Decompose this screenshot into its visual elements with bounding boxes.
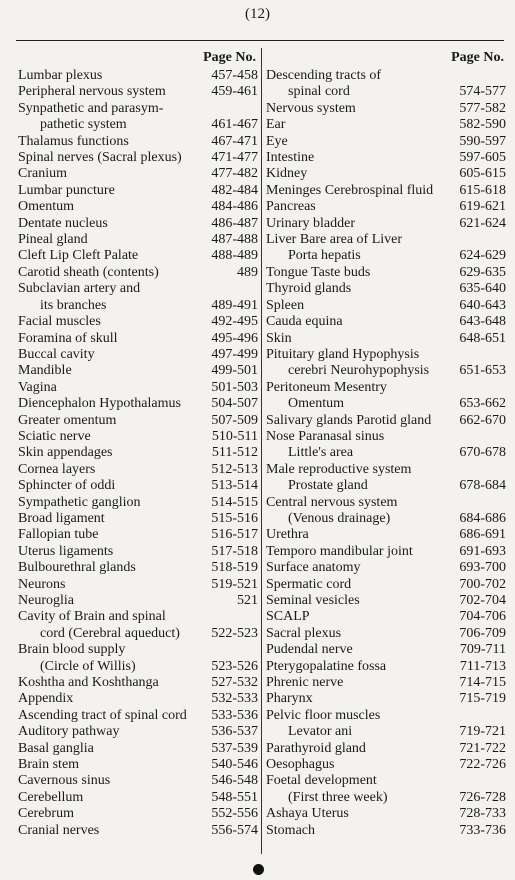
entry-topic: Appendix bbox=[18, 691, 74, 707]
index-entry bbox=[266, 741, 506, 757]
index-entry bbox=[266, 216, 506, 232]
index-entry bbox=[18, 806, 258, 822]
index-entry bbox=[266, 544, 506, 560]
entry-page-range: 709-711 bbox=[459, 642, 506, 658]
entry-page-range: 477-482 bbox=[211, 166, 258, 182]
index-entry bbox=[18, 150, 258, 166]
entry-topic: Basal ganglia bbox=[18, 740, 94, 756]
entry-topic: Facial muscles bbox=[18, 314, 101, 330]
index-entry bbox=[266, 413, 506, 429]
index-entry bbox=[18, 380, 258, 396]
index-entry bbox=[18, 134, 258, 150]
entry-page-range: 704-706 bbox=[459, 609, 506, 625]
index-entry bbox=[266, 68, 506, 84]
index-entry bbox=[266, 84, 506, 100]
index-entry bbox=[18, 331, 258, 347]
entry-topic: Prostate gland bbox=[288, 478, 368, 494]
index-entry bbox=[18, 544, 258, 560]
index-entry bbox=[266, 691, 506, 707]
entry-topic: Pharynx bbox=[266, 691, 313, 707]
index-entry bbox=[18, 298, 258, 314]
index-entry bbox=[18, 84, 258, 100]
entry-page-range: 615-618 bbox=[459, 182, 506, 198]
index-entry bbox=[266, 773, 506, 789]
index-entry bbox=[266, 593, 506, 609]
index-entry bbox=[18, 593, 258, 609]
entry-page-range: 640-643 bbox=[459, 297, 506, 313]
entry-topic: Pancreas bbox=[266, 199, 316, 215]
index-entry bbox=[18, 691, 258, 707]
entry-topic: Koshtha and Koshthanga bbox=[18, 675, 159, 691]
entry-page-range: 691-693 bbox=[459, 543, 506, 559]
entry-topic: Omentum bbox=[288, 396, 344, 412]
index-entry bbox=[18, 413, 258, 429]
entry-topic: Subclavian artery and bbox=[18, 281, 141, 297]
entry-topic: Buccal cavity bbox=[18, 346, 95, 362]
entry-topic: Skin appendages bbox=[18, 445, 113, 461]
entry-page-range: 605-615 bbox=[459, 166, 506, 182]
entry-page-range: 471-477 bbox=[211, 150, 258, 166]
entry-page-range: 522-523 bbox=[211, 625, 258, 641]
entry-topic: Nose Paranasal sinus bbox=[266, 428, 385, 444]
entry-topic: Brain stem bbox=[18, 757, 80, 773]
entry-page-range: 459-461 bbox=[211, 84, 258, 100]
index-entries bbox=[18, 68, 258, 839]
entry-topic: Urinary bladder bbox=[266, 215, 356, 231]
entry-page-range: 482-484 bbox=[211, 182, 258, 198]
entry-topic: Parathyroid gland bbox=[266, 740, 366, 756]
index-entry bbox=[18, 495, 258, 511]
entry-page-range: 519-521 bbox=[211, 576, 258, 592]
entry-page-range: 513-514 bbox=[211, 478, 258, 494]
index-entry bbox=[18, 577, 258, 593]
entry-topic: Kidney bbox=[266, 166, 308, 182]
entry-page-range: 733-736 bbox=[459, 822, 506, 838]
entry-topic: Cranium bbox=[18, 166, 67, 182]
entry-topic: Cavity of Brain and spinal bbox=[18, 609, 166, 625]
index-entry bbox=[266, 511, 506, 527]
index-entry bbox=[18, 68, 258, 84]
entry-page-range: 457-458 bbox=[211, 68, 258, 83]
entry-topic: Foramina of skull bbox=[18, 330, 118, 346]
entry-topic: Auditory pathway bbox=[18, 724, 120, 740]
header-rule bbox=[16, 40, 504, 41]
entry-topic: Peripheral nervous system bbox=[18, 84, 166, 100]
entry-page-range: 510-511 bbox=[211, 428, 258, 444]
index-entries bbox=[266, 68, 506, 839]
entry-page-range: 651-653 bbox=[459, 363, 506, 379]
entry-topic: Urethra bbox=[266, 527, 309, 543]
index-entry bbox=[18, 724, 258, 740]
index-entry bbox=[266, 183, 506, 199]
entry-topic: Thyroid glands bbox=[266, 281, 352, 297]
entry-topic: cord (Cerebral aqueduct) bbox=[40, 625, 180, 641]
entry-topic: Diencephalon Hypothalamus bbox=[18, 396, 181, 412]
entry-topic: Cavernous sinus bbox=[18, 773, 111, 789]
index-entry bbox=[18, 314, 258, 330]
index-entry bbox=[18, 741, 258, 757]
entry-page-range: 711-713 bbox=[459, 658, 506, 674]
index-entry bbox=[266, 527, 506, 543]
entry-topic: Greater omentum bbox=[18, 412, 117, 428]
index-entry bbox=[266, 429, 506, 445]
index-entry bbox=[266, 445, 506, 461]
entry-topic: Intestine bbox=[266, 150, 315, 166]
index-entry bbox=[266, 708, 506, 724]
index-entry bbox=[266, 577, 506, 593]
entry-topic: Ear bbox=[266, 117, 286, 133]
entry-topic: Pudendal nerve bbox=[266, 642, 353, 658]
entry-topic: Cauda equina bbox=[266, 314, 343, 330]
entry-topic: Oesophagus bbox=[266, 757, 335, 773]
entry-page-range: 546-548 bbox=[211, 773, 258, 789]
index-entry bbox=[266, 626, 506, 642]
page-number: (12) bbox=[245, 6, 270, 22]
index-entry bbox=[266, 331, 506, 347]
entry-topic: Pterygopalatine fossa bbox=[266, 658, 387, 674]
index-entry bbox=[18, 560, 258, 576]
entry-topic: Male reproductive system bbox=[266, 461, 412, 477]
index-entry bbox=[266, 675, 506, 691]
entry-page-range: 728-733 bbox=[459, 806, 506, 822]
entry-topic: (First three week) bbox=[288, 789, 388, 805]
entry-page-range: 619-621 bbox=[459, 199, 506, 215]
entry-topic: Sphincter of oddi bbox=[18, 478, 116, 494]
entry-page-range: 635-640 bbox=[459, 281, 506, 297]
entry-page-range: 693-700 bbox=[459, 560, 506, 576]
entry-page-range: 552-556 bbox=[211, 806, 258, 822]
entry-topic: Porta hepatis bbox=[288, 248, 361, 264]
entry-topic: Tongue Taste buds bbox=[266, 264, 371, 280]
entry-page-range: 700-702 bbox=[459, 576, 506, 592]
index-entry bbox=[266, 150, 506, 166]
index-entry bbox=[18, 101, 258, 117]
entry-page-range: 726-728 bbox=[459, 789, 506, 805]
index-entry bbox=[18, 659, 258, 675]
entry-topic: Sciatic nerve bbox=[18, 428, 91, 444]
entry-topic: Seminal vesicles bbox=[266, 593, 360, 608]
entry-page-range: 514-515 bbox=[211, 494, 258, 510]
index-entry bbox=[266, 609, 506, 625]
entry-page-range: 537-539 bbox=[211, 740, 258, 756]
entry-page-range: 518-519 bbox=[211, 560, 258, 576]
index-column-right bbox=[266, 48, 506, 839]
entry-topic: Broad ligament bbox=[18, 510, 105, 526]
entry-page-range: 467-471 bbox=[211, 133, 258, 149]
index-entry bbox=[18, 642, 258, 658]
entry-page-range: 548-551 bbox=[211, 789, 258, 805]
entry-page-range: 487-488 bbox=[211, 232, 258, 248]
index-entry bbox=[266, 232, 506, 248]
entry-topic: Lumbar puncture bbox=[18, 182, 115, 198]
entry-topic: Mandible bbox=[18, 363, 72, 379]
index-entry bbox=[18, 265, 258, 281]
index-entry bbox=[18, 396, 258, 412]
entry-topic: Brain blood supply bbox=[18, 642, 126, 658]
entry-topic: Neuroglia bbox=[18, 593, 74, 608]
page-no-header: Page No. bbox=[451, 50, 504, 65]
entry-page-range: 501-503 bbox=[211, 379, 258, 395]
entry-topic: Omentum bbox=[18, 199, 74, 215]
index-entry bbox=[266, 134, 506, 150]
entry-page-range: 715-719 bbox=[459, 691, 506, 707]
entry-topic: Cornea layers bbox=[18, 461, 96, 477]
entry-topic: Synpathetic and parasym- bbox=[18, 100, 164, 116]
entry-page-range: 629-635 bbox=[459, 264, 506, 280]
index-entry bbox=[18, 675, 258, 691]
index-entry bbox=[18, 281, 258, 297]
index-entry bbox=[18, 216, 258, 232]
entry-topic: Cerebrum bbox=[18, 806, 74, 822]
entry-page-range: 577-582 bbox=[459, 100, 506, 116]
entry-page-range: 556-574 bbox=[211, 822, 258, 838]
entry-page-range: 516-517 bbox=[211, 527, 258, 543]
entry-page-range: 527-532 bbox=[211, 675, 258, 691]
index-entry bbox=[266, 659, 506, 675]
index-entry bbox=[266, 117, 506, 133]
index-entry bbox=[18, 429, 258, 445]
entry-topic: Dentate nucleus bbox=[18, 215, 108, 231]
entry-topic: Bulbourethral glands bbox=[18, 560, 136, 576]
entry-page-range: 582-590 bbox=[459, 117, 506, 133]
entry-page-range: 653-662 bbox=[459, 396, 506, 412]
index-entry bbox=[18, 757, 258, 773]
index-entry bbox=[18, 232, 258, 248]
entry-page-range: 517-518 bbox=[211, 543, 258, 559]
entry-topic: (Venous drainage) bbox=[288, 510, 391, 526]
entry-page-range: 504-507 bbox=[211, 396, 258, 412]
entry-topic: spinal cord bbox=[288, 84, 350, 100]
entry-topic: pathetic system bbox=[40, 117, 127, 133]
entry-page-range: 489 bbox=[237, 264, 258, 280]
index-entry bbox=[18, 511, 258, 527]
entry-page-range: 497-499 bbox=[211, 346, 258, 362]
entry-page-range: 511-512 bbox=[211, 445, 258, 461]
entry-page-range: 624-629 bbox=[459, 248, 506, 264]
index-entry bbox=[266, 248, 506, 264]
entry-page-range: 523-526 bbox=[211, 658, 258, 674]
index-entry bbox=[18, 527, 258, 543]
entry-page-range: 521 bbox=[237, 593, 258, 608]
entry-page-range: 492-495 bbox=[211, 314, 258, 330]
entry-page-range: 532-533 bbox=[211, 691, 258, 707]
entry-page-range: 515-516 bbox=[211, 510, 258, 526]
entry-page-range: 621-624 bbox=[459, 215, 506, 231]
index-entry bbox=[18, 445, 258, 461]
entry-topic: Thalamus functions bbox=[18, 133, 129, 149]
index-entry bbox=[266, 199, 506, 215]
entry-topic: Carotid sheath (contents) bbox=[18, 264, 159, 280]
index-column-left bbox=[18, 48, 258, 839]
index-entry bbox=[266, 642, 506, 658]
entry-topic: Levator ani bbox=[288, 724, 353, 740]
index-entry bbox=[266, 380, 506, 396]
index-entry bbox=[18, 790, 258, 806]
entry-topic: Temporo mandibular joint bbox=[266, 543, 413, 559]
entry-page-range: 597-605 bbox=[459, 150, 506, 166]
entry-topic: Lumbar plexus bbox=[18, 68, 103, 83]
entry-page-range: 486-487 bbox=[211, 215, 258, 231]
index-entry bbox=[18, 199, 258, 215]
index-entry bbox=[18, 347, 258, 363]
index-entry bbox=[266, 560, 506, 576]
entry-topic: Meninges Cerebrospinal fluid bbox=[266, 182, 434, 198]
index-entry bbox=[266, 757, 506, 773]
index-entry bbox=[266, 363, 506, 379]
entry-page-range: 590-597 bbox=[459, 133, 506, 149]
entry-topic: Descending tracts of bbox=[266, 68, 382, 83]
entry-topic: Central nervous system bbox=[266, 494, 398, 510]
index-entry bbox=[266, 265, 506, 281]
entry-topic: Eye bbox=[266, 133, 288, 149]
index-entry bbox=[18, 117, 258, 133]
entry-topic: Ascending tract of spinal cord bbox=[18, 707, 187, 723]
entry-page-range: 702-704 bbox=[459, 593, 506, 608]
entry-topic: Fallopian tube bbox=[18, 527, 99, 543]
index-entry bbox=[266, 823, 506, 839]
index-entry bbox=[266, 347, 506, 363]
entry-topic: Skin bbox=[266, 330, 292, 346]
entry-topic: cerebri Neurohypophysis bbox=[288, 363, 430, 379]
index-entry bbox=[266, 101, 506, 117]
entry-page-range: 721-722 bbox=[459, 740, 506, 756]
entry-topic: Spermatic cord bbox=[266, 576, 352, 592]
entry-topic: its branches bbox=[40, 297, 107, 313]
entry-page-range: 495-496 bbox=[211, 330, 258, 346]
entry-page-range: 536-537 bbox=[211, 724, 258, 740]
index-entry bbox=[266, 495, 506, 511]
index-entry bbox=[18, 166, 258, 182]
index-entry bbox=[266, 478, 506, 494]
entry-page-range: 719-721 bbox=[459, 724, 506, 740]
entry-page-range: 678-684 bbox=[459, 478, 506, 494]
entry-page-range: 461-467 bbox=[211, 117, 258, 133]
entry-topic: Nervous system bbox=[266, 100, 356, 116]
index-entry bbox=[266, 314, 506, 330]
index-entry bbox=[266, 462, 506, 478]
index-entry bbox=[266, 396, 506, 412]
entry-page-range: 507-509 bbox=[211, 412, 258, 428]
index-entry bbox=[18, 823, 258, 839]
entry-page-range: 670-678 bbox=[459, 445, 506, 461]
entry-topic: Phrenic nerve bbox=[266, 675, 344, 691]
entry-topic: Liver Bare area of Liver bbox=[266, 232, 403, 248]
index-entry bbox=[266, 790, 506, 806]
index-entry bbox=[18, 478, 258, 494]
entry-page-range: 499-501 bbox=[211, 363, 258, 379]
index-entry bbox=[18, 248, 258, 264]
entry-page-range: 686-691 bbox=[459, 527, 506, 543]
entry-topic: Pelvic floor muscles bbox=[266, 707, 381, 723]
entry-topic: Stomach bbox=[266, 822, 315, 838]
entry-topic: Sacral plexus bbox=[266, 625, 342, 641]
entry-page-range: 488-489 bbox=[211, 248, 258, 264]
page-no-header: Page No. bbox=[203, 50, 256, 65]
entry-topic: SCALP bbox=[266, 609, 310, 625]
entry-topic: Ashaya Uterus bbox=[266, 806, 349, 822]
entry-topic: Spinal nerves (Sacral plexus) bbox=[18, 150, 182, 166]
entry-topic: Uterus ligaments bbox=[18, 543, 114, 559]
index-entry bbox=[18, 773, 258, 789]
entry-page-range: 722-726 bbox=[459, 757, 506, 773]
entry-page-range: 540-546 bbox=[211, 757, 258, 773]
index-entry bbox=[266, 298, 506, 314]
entry-page-range: 533-536 bbox=[211, 707, 258, 723]
entry-topic: Vagina bbox=[18, 379, 57, 395]
entry-topic: Little's area bbox=[288, 445, 354, 461]
entry-page-range: 484-486 bbox=[211, 199, 258, 215]
index-entry bbox=[18, 609, 258, 625]
index-entry bbox=[18, 462, 258, 478]
index-entry bbox=[266, 724, 506, 740]
entry-page-range: 574-577 bbox=[459, 84, 506, 100]
index-entry bbox=[18, 183, 258, 199]
bullet-mark bbox=[253, 864, 264, 875]
entry-topic: Foetal development bbox=[266, 773, 377, 789]
entry-page-range: 512-513 bbox=[211, 461, 258, 477]
entry-page-range: 662-670 bbox=[459, 412, 506, 428]
index-entry bbox=[18, 626, 258, 642]
entry-page-range: 684-686 bbox=[459, 510, 506, 526]
entry-topic: Spleen bbox=[266, 297, 305, 313]
entry-topic: Surface anatomy bbox=[266, 560, 361, 576]
entry-topic: Sympathetic ganglion bbox=[18, 494, 141, 510]
entry-page-range: 706-709 bbox=[459, 625, 506, 641]
index-entry bbox=[18, 363, 258, 379]
entry-topic: Peritoneum Mesentry bbox=[266, 379, 387, 395]
entry-topic: Cranial nerves bbox=[18, 822, 100, 838]
entry-page-range: 714-715 bbox=[459, 675, 506, 691]
index-entry bbox=[18, 708, 258, 724]
entry-page-range: 643-648 bbox=[459, 314, 506, 330]
entry-page-range: 648-651 bbox=[459, 330, 506, 346]
entry-topic: Pineal gland bbox=[18, 232, 88, 248]
entry-topic: (Circle of Willis) bbox=[40, 658, 136, 674]
index-entry bbox=[266, 166, 506, 182]
entry-topic: Pituitary gland Hypophysis bbox=[266, 346, 420, 362]
entry-topic: Neurons bbox=[18, 576, 66, 592]
entry-page-range: 489-491 bbox=[211, 297, 258, 313]
entry-topic: Salivary glands Parotid gland bbox=[266, 412, 432, 428]
index-entry bbox=[266, 806, 506, 822]
entry-topic: Cerebellum bbox=[18, 789, 84, 805]
entry-topic: Cleft Lip Cleft Palate bbox=[18, 248, 139, 264]
column-divider bbox=[261, 48, 262, 854]
index-entry bbox=[266, 281, 506, 297]
